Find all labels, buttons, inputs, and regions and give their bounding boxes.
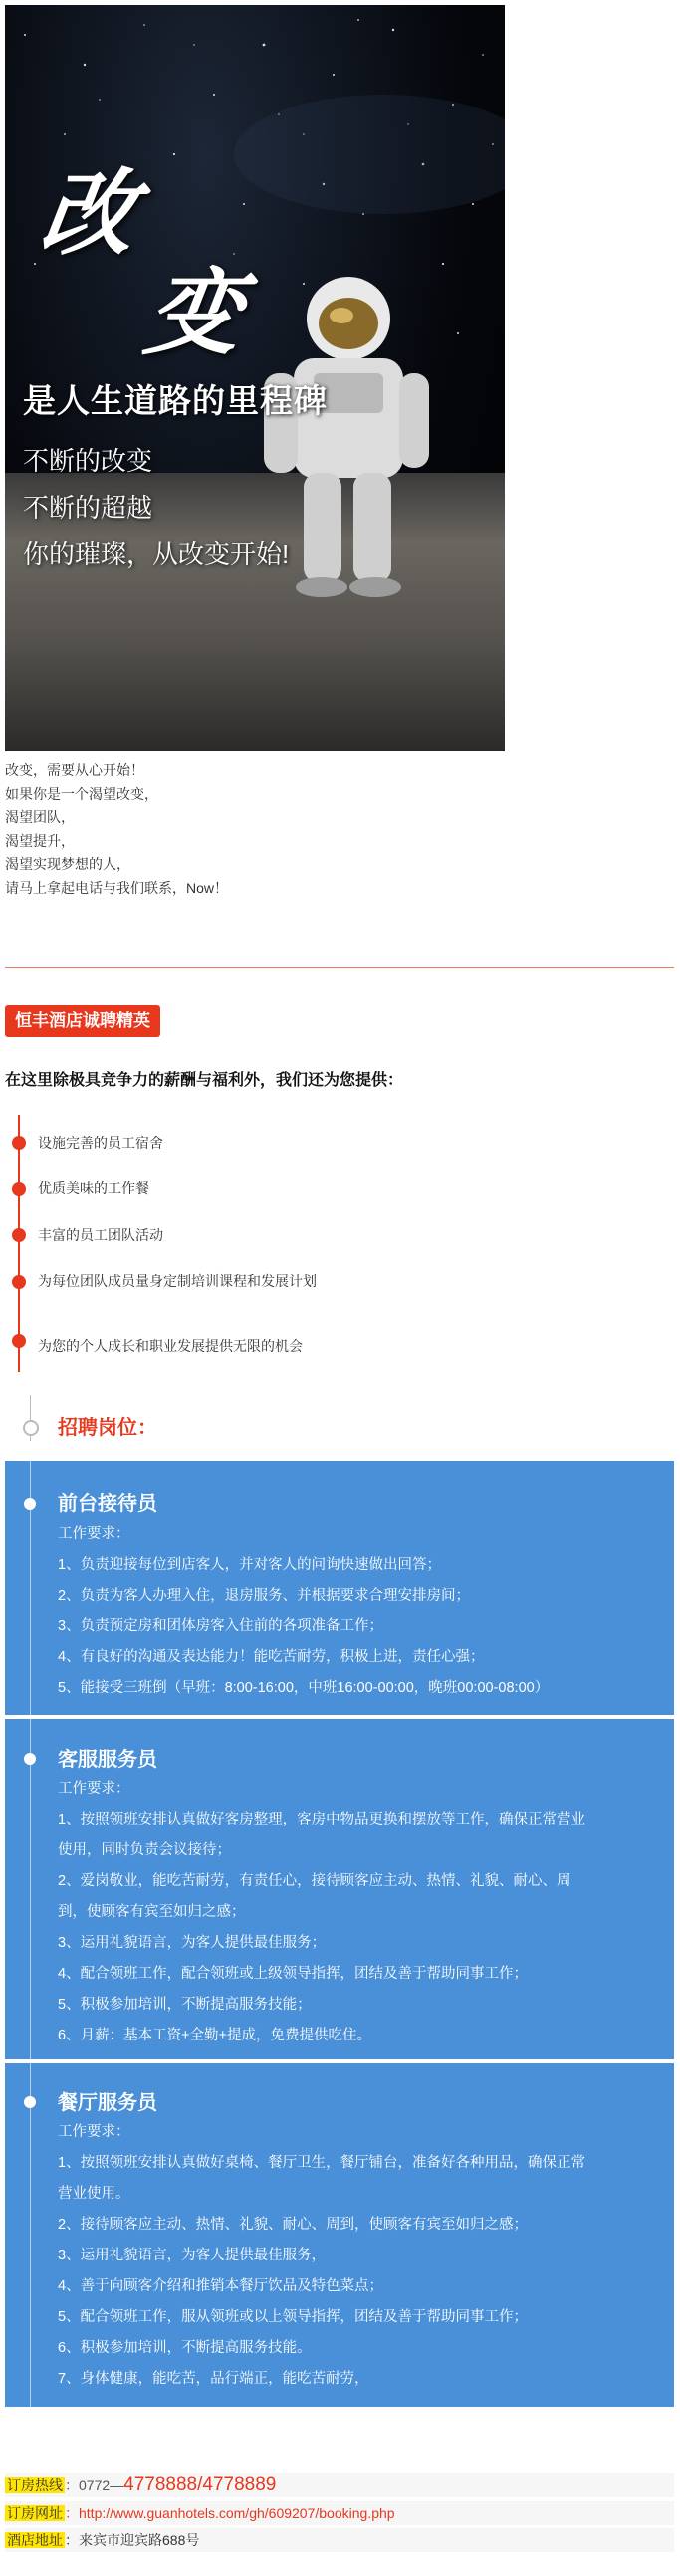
job-line: 5、配合领班工作，服从领班或以上领导指挥，团结及善于帮助同事工作；	[58, 2309, 529, 2325]
address-row	[5, 2528, 674, 2552]
job-node-icon	[24, 2096, 36, 2108]
positions-title: 招聘岗位：	[58, 1417, 157, 1439]
job-line: 3、负责预定房和团体房客入住前的各项准备工作；	[58, 1618, 384, 1634]
job-line: 7、身体健康，能吃苦，品行端正，能吃苦耐劳，	[58, 2371, 369, 2387]
bullet-dot	[12, 1334, 26, 1348]
bullet-dot	[12, 1275, 26, 1289]
job-line: 3、运用礼貌语言，为客人提供最佳服务；	[58, 1935, 327, 1951]
job-line: 6、月薪：基本工资+全勤+提成，免费提供吃住。	[58, 2028, 371, 2043]
benefits-lead: 在这里除极具竞争力的薪酬与福利外，我们还为您提供：	[5, 1072, 404, 1089]
hotline-prefix: ：0772—	[65, 2477, 124, 2493]
job-requirements	[58, 1774, 655, 2051]
job-line: 2、负责为客人办理入住，退房服务、并根据要求合理安排房间；	[58, 1588, 471, 1604]
job-line: 到，使顾客有宾至如归之感；	[58, 1904, 246, 1920]
hero-line-4: 你的璀璨，从改变开始!	[23, 539, 290, 569]
job-line: 1、按照领班安排认真做好桌椅、餐厅卫生，餐厅铺台，准备好各种用品，确保正常	[58, 2155, 586, 2171]
job-title: 餐厅服务员	[58, 2092, 157, 2114]
intro-line: 如果你是一个渴望改变，	[5, 785, 158, 802]
job-card	[5, 2063, 674, 2407]
bullet-dot	[12, 1136, 26, 1150]
address-value: ：来宾市迎宾路688号	[65, 2532, 200, 2548]
address-label: 酒店地址	[7, 2532, 63, 2548]
job-line: 4、善于向顾客介绍和推销本餐厅饮品及特色菜点；	[58, 2278, 384, 2294]
job-rail	[30, 1719, 31, 2059]
hero-char-2: 变	[139, 259, 249, 368]
job-line: 工作要求：	[58, 1781, 130, 1797]
website-row	[5, 2501, 674, 2525]
job-title: 客服服务员	[58, 1749, 157, 1771]
job-node-icon	[24, 1753, 36, 1765]
job-line: 营业使用。	[58, 2186, 130, 2202]
bullet-dot	[12, 1228, 26, 1242]
intro-line: 渴望提升，	[5, 832, 75, 849]
hero-line-3: 不断的超越	[23, 493, 153, 523]
bullet-dot	[12, 1182, 26, 1196]
hotline-row	[5, 2473, 674, 2497]
job-requirements	[58, 2117, 655, 2395]
job-line: 4、有良好的沟通及表达能力！能吃苦耐劳，积极上进，责任心强；	[58, 1649, 485, 1665]
positions-node-icon	[23, 1420, 39, 1436]
job-line: 使用，同时负责会议接待；	[58, 1842, 231, 1858]
intro-line: 改变，需要从心开始！	[5, 762, 144, 778]
hero-char-1: 改	[34, 159, 143, 269]
hero-line-2: 不断的改变	[23, 446, 153, 476]
job-card	[5, 1719, 674, 2059]
job-line: 2、接待顾客应主动、热情、礼貌、耐心、周到，使顾客有宾至如归之感；	[58, 2217, 529, 2233]
intro-line: 渴望团队，	[5, 809, 75, 826]
intro-line: 请马上拿起电话与我们联系，Now！	[5, 879, 229, 896]
job-rail	[30, 2063, 31, 2407]
section-divider	[5, 967, 674, 968]
job-line: 1、负责迎接每位到店客人，并对客人的问询快速做出回答；	[58, 1557, 442, 1573]
website-label: 订房网址	[7, 2505, 63, 2521]
job-line: 6、积极参加培训，不断提高服务技能。	[58, 2340, 312, 2356]
job-line: 5、积极参加培训，不断提高服务技能；	[58, 1997, 312, 2013]
benefit-item: 为每位团队成员量身定制培训课程和发展计划	[38, 1273, 317, 1289]
benefit-item: 优质美味的工作餐	[38, 1181, 149, 1196]
job-line: 5、能接受三班倒（早班：8:00-16:00，中班16:00-00:00，晚班00:00-08:00）	[58, 1680, 550, 1696]
intro-paragraph	[5, 759, 662, 901]
job-line: 4、配合领班工作，配合领班或上级领导指挥，团结及善于帮助同事工作；	[58, 1966, 529, 1982]
job-line: 3、运用礼貌语言，为客人提供最佳服务，	[58, 2248, 327, 2263]
job-line: 2、爱岗敬业，能吃苦耐劳，有责任心，接待顾客应主动、热情、礼貌、耐心、周	[58, 1873, 571, 1889]
hero-headline: 是人生道路的里程碑	[23, 382, 328, 419]
hotline-label: 订房热线	[7, 2477, 63, 2493]
intro-line: 渴望实现梦想的人，	[5, 856, 130, 873]
job-title: 前台接待员	[58, 1493, 157, 1515]
job-line: 工作要求：	[58, 2124, 130, 2140]
website-link[interactable]: ：http://www.guanhotels.com/gh/609207/booking.php	[65, 2505, 395, 2521]
job-node-icon	[24, 1498, 36, 1510]
recruit-tag: 恒丰酒店诚聘精英	[5, 1005, 160, 1037]
hotline-number[interactable]: 4778888/4778889	[123, 2474, 277, 2495]
job-line: 1、按照领班安排认真做好客房整理，客房中物品更换和摆放等工作，确保正常营业	[58, 1812, 586, 1827]
benefit-item: 设施完善的员工宿舍	[38, 1135, 163, 1151]
job-line: 工作要求：	[58, 1526, 130, 1542]
hero-big-calligraphy	[21, 159, 262, 368]
job-requirements	[58, 1519, 655, 1704]
benefit-item: 为您的个人成长和职业发展提供无限的机会	[38, 1338, 303, 1354]
job-card	[5, 1461, 674, 1715]
hero-banner-image	[5, 5, 505, 751]
benefit-item: 丰富的员工团队活动	[38, 1227, 163, 1243]
